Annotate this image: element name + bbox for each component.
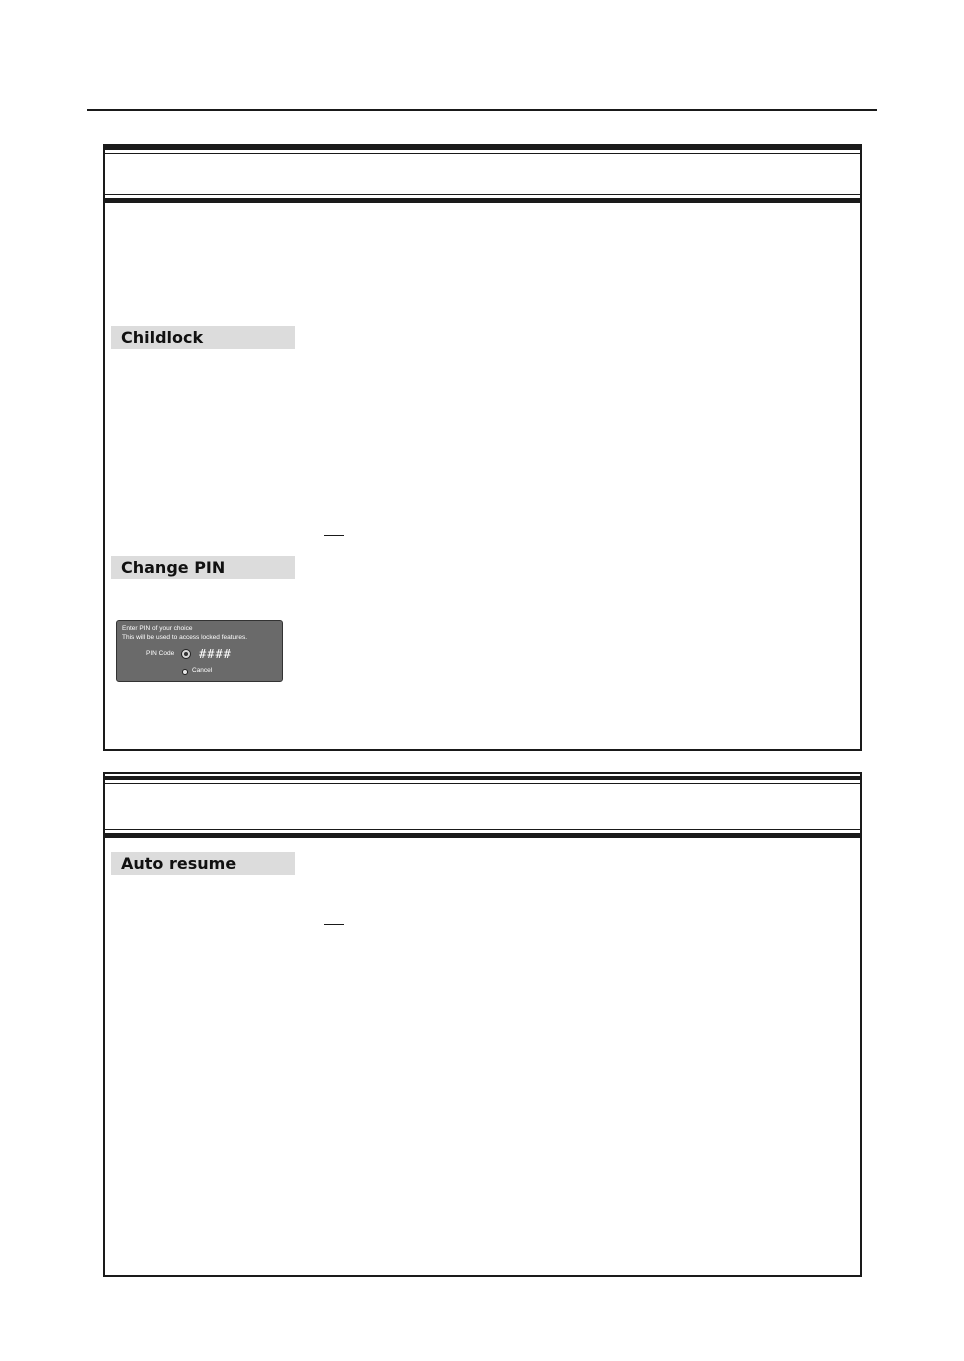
panel-title-band (105, 776, 860, 838)
pin-dialog-line1: Enter PIN of your choice (122, 625, 193, 632)
section-label-change-pin: Change PIN (111, 556, 295, 579)
settings-panel-1 (103, 144, 862, 751)
section-label-childlock: Childlock (111, 326, 295, 349)
header-rule (87, 109, 877, 111)
underline-mark (324, 924, 344, 925)
ok-button-icon (182, 669, 188, 675)
pin-dialog-line2: This will be used to access locked features. (122, 634, 248, 641)
navigation-knob-icon (181, 649, 191, 659)
pin-code-label: PIN Code (146, 650, 175, 657)
panel-title-band (105, 146, 860, 203)
underline-mark (324, 535, 344, 536)
settings-panel-2 (103, 772, 862, 1277)
pin-entry-dialog (116, 620, 283, 682)
cancel-option[interactable]: Cancel (192, 667, 213, 674)
section-label-auto-resume: Auto resume (111, 852, 295, 875)
pin-code-input[interactable]: #### (199, 647, 232, 661)
